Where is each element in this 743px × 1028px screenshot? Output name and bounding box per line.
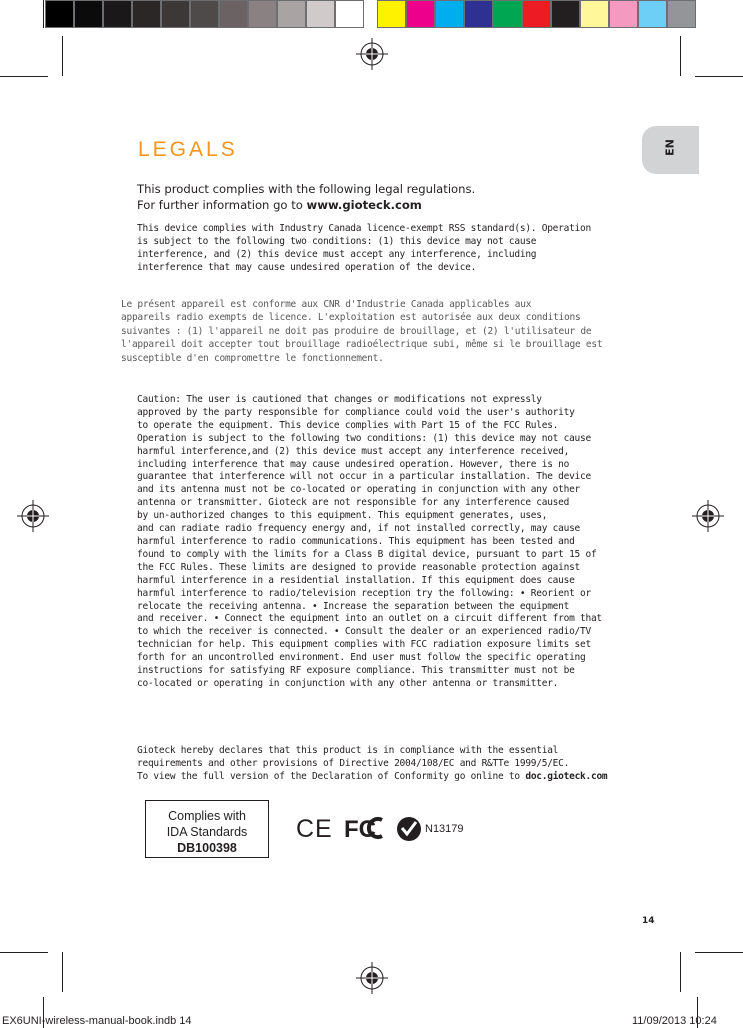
color-swatch: [464, 0, 493, 28]
color-swatch: [377, 0, 406, 28]
crop-mark: [0, 76, 48, 77]
color-swatch: [493, 0, 522, 28]
industry-canada-paragraph: This device complies with Industry Canada licence-exempt RSS standard(s). Operation is subject to the following two conditions: (1) this device may not cause interference, and (2) this device must accept any interference, including interference that may cause undesired operation of the device.: [137, 223, 591, 273]
intro-line-text: For further information go to: [137, 198, 307, 212]
declaration-paragraph: [137, 745, 622, 784]
color-swatch: [45, 0, 74, 28]
color-swatch: [132, 0, 161, 28]
ida-compliance-box: [145, 800, 269, 858]
registration-mark-icon: [692, 500, 724, 532]
website-link[interactable]: www.gioteck.com: [306, 198, 422, 212]
color-swatch: [190, 0, 219, 28]
color-swatch: [74, 0, 103, 28]
color-swatch: [580, 0, 609, 28]
color-swatch: [103, 0, 132, 28]
crop-mark: [43, 0, 44, 28]
crop-mark: [62, 36, 63, 76]
color-swatch: [219, 0, 248, 28]
fcc-logo-icon: [344, 815, 384, 841]
intro-line: This product complies with the following legal regulations.: [137, 182, 476, 196]
declaration-link[interactable]: doc.gioteck.com: [525, 770, 608, 782]
color-swatch: [522, 0, 551, 28]
ida-number: DB100398: [177, 841, 237, 855]
color-swatch: [551, 0, 580, 28]
registration-mark-icon: [356, 38, 388, 70]
ida-line: Complies with: [168, 809, 246, 823]
registration-mark-icon: [17, 500, 49, 532]
color-swatch: [667, 0, 696, 28]
intro-text: [137, 181, 607, 213]
intro-line: [137, 197, 607, 213]
page-number: 14: [642, 916, 655, 926]
crop-mark: [680, 952, 681, 992]
ce-mark-icon: [296, 815, 333, 843]
fcc-mark-text: FC: [344, 816, 376, 843]
registration-mark-icon: [356, 962, 388, 994]
color-swatch: [161, 0, 190, 28]
crop-mark: [680, 36, 681, 76]
footer-timestamp: 11/09/2013 10:24: [632, 1015, 717, 1027]
crop-mark: [695, 952, 743, 953]
language-tab-label: EN: [663, 139, 677, 156]
color-swatch: [277, 0, 306, 28]
page-title: LEGALS: [138, 138, 238, 161]
declaration-text: Gioteck hereby declares that this product is in compliance with the essential requirements and other provisions of Directive 2004/108/EC and R&TTe 1999/5/EC. To view the full version of the Declaration of Conformity go online to: [137, 745, 570, 782]
color-swatch: [435, 0, 464, 28]
french-paragraph: Le présent appareil est conforme aux CNR d'Industrie Canada applicables aux appareils radio exempts de licence. L'exploitation est autorisée aux deux conditions suivantes : (1) l'appareil ne doit pas produire de brouillage, et (2) l'utilisateur de l'appareil doit accepter tout brouillage radioélectrique subi, même si le brouillage est susceptible d'en compromettre le fonctionnement.: [121, 299, 603, 364]
c-tick-icon: [396, 816, 422, 842]
fcc-paragraph: Caution: The user is cautioned that changes or modifications not expressly approved by the party responsible for compliance could void the user's authority to operate the equipment. This device complies with Part 15 of the FCC Rules. Operation is subject to the following two conditions: (1) this device may not cause harmful interference,and (2) this device must accept any interference received, including interference that may cause undesired operation. However, there is no guarantee that interference will not occur in a particular installation. The device and its antenna must not be co-located or operating in conjunction with any other antenna or transmitter. Gioteck are not responsible for any interference caused by un-authorized changes to this equipment. This equipment generates, uses, and can radiate radio frequency energy and, if not installed correctly, may cause harmful interference to radio communications. This equipment has been tested and found to comply with the limits for a Class B digital device, pursuant to part 15 of the FCC Rules. These limits are designed to provide reasonable protection against harmful interference in a residential installation. If this equipment does cause harmful interference to radio/television reception try the following: • Reorient or relocate the receiving antenna. • Increase the separation between the equipment and receiver. • Connect the equipment into an outlet on a circuit different from that to which the receiver is connected. • Consult the dealer or an experienced radio/TV technician for help. This equipment complies with FCC radiation exposure limits set forth for an uncontrolled environment. End user must follow the specific operating instructions for satisfying RF exposure compliance. This transmitter must not be co-located or operating in conjunction with any other antenna or transmitter.: [137, 394, 602, 689]
color-swatch: [638, 0, 667, 28]
color-swatch: [406, 0, 435, 28]
crop-mark: [0, 952, 48, 953]
crop-mark: [62, 952, 63, 992]
ida-line: IDA Standards: [166, 825, 248, 839]
color-swatch: [248, 0, 277, 28]
ce-mark-text: CE: [296, 815, 333, 843]
footer-file-info: EX6UNI-wireless-manual-book.indb 14: [2, 1015, 192, 1027]
color-swatch: [335, 0, 364, 28]
c-tick-number: N13179: [425, 823, 464, 835]
color-swatch: [306, 0, 335, 28]
crop-mark: [695, 76, 743, 77]
color-swatch: [609, 0, 638, 28]
